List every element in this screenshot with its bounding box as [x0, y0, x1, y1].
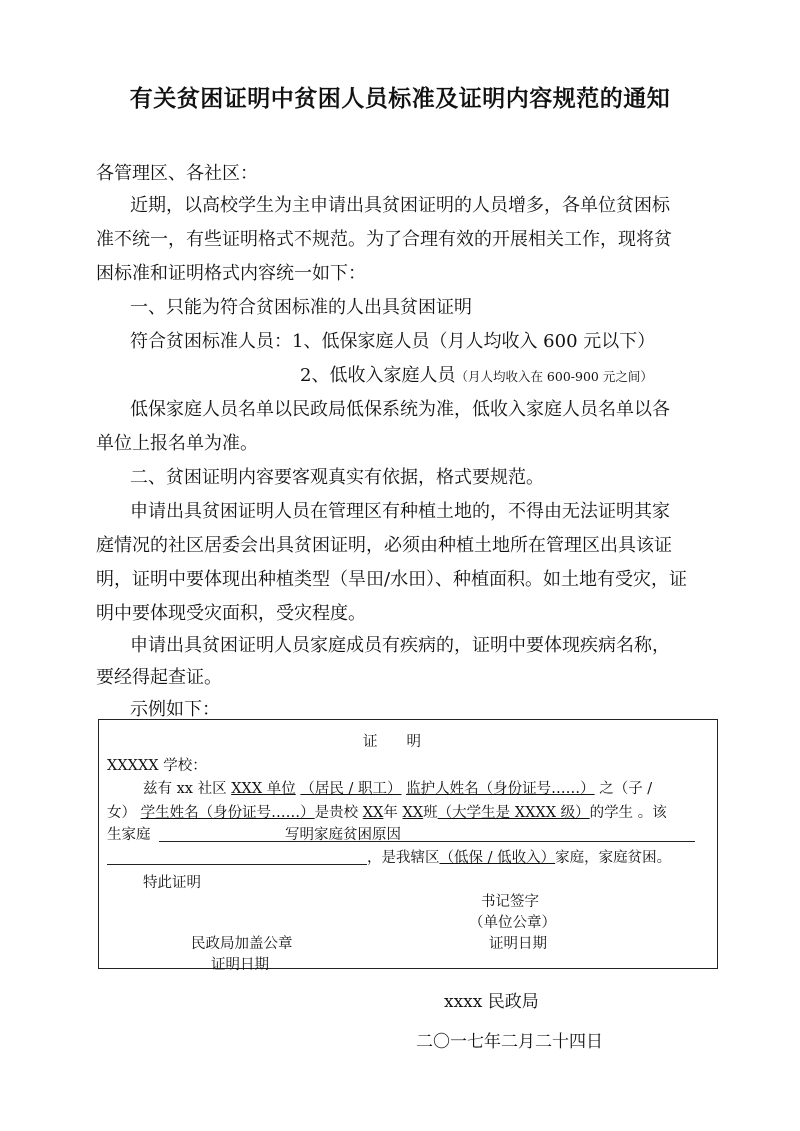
- certificate-unit-seal: （单位公章）: [469, 915, 556, 931]
- cert-l4-tail: 家庭，家庭贫困。: [555, 850, 672, 866]
- issuer: xxxx 民政局: [444, 992, 539, 1012]
- certificate-line-2: [107, 801, 667, 822]
- standard-item-2-main: 2、低收入家庭人员: [300, 365, 456, 386]
- section-two-heading: 二、贫困证明内容要客观真实有依据，格式要规范。: [130, 467, 544, 488]
- cert-l2-tail: 的学生 。该: [589, 805, 667, 821]
- cert-l1-type: （居民 / 职工）: [300, 781, 402, 797]
- cert-l2-year-unit: 年: [383, 805, 398, 821]
- cert-l1-relation: 之（子 /: [599, 781, 653, 797]
- para3-line1: 申请出具贫困证明人员在管理区有种植土地的，不得由无法证明其家: [130, 501, 670, 522]
- certificate-date-left: 证明日期: [211, 957, 269, 973]
- cert-l2-student: 学生姓名（身份证号……）: [140, 805, 315, 821]
- certificate-date-right: 证明日期: [489, 936, 547, 952]
- cert-l2-class: XX: [402, 805, 424, 821]
- certificate-line-3-reason: 写明家庭贫困原因: [285, 827, 401, 843]
- para3-line3: 明，证明中要体现出种植类型（旱田/水田）、种植面积。如土地有受灾，证: [96, 569, 688, 590]
- para2-line1: 低保家庭人员名单以民政局低保系统为准，低收入家庭人员名单以各: [130, 399, 670, 420]
- cert-l2-school: 是贵校: [314, 805, 359, 821]
- certificate-line-4-underline: [107, 864, 367, 865]
- standard-item-1: 1、低保家庭人员（月人均收入 600 元以下）: [292, 331, 656, 352]
- salutation: 各管理区、各社区：: [96, 163, 258, 184]
- cert-l1-community: 兹有 xx 社区: [143, 781, 227, 797]
- certificate-line-3-label: 生家庭: [107, 827, 151, 843]
- para1-line2: 准不统一，有些证明格式不规范。为了合理有效的开展相关工作，现将贫: [96, 229, 672, 250]
- para4-line2: 要经得起查证。: [96, 667, 222, 688]
- cert-l1-unit: XXX 单位: [231, 781, 296, 797]
- cert-l4-category: （低保 / 低收入）: [439, 850, 556, 866]
- para2-line2: 单位上报名单为准。: [96, 433, 258, 454]
- cert-l2-class-unit: 班: [423, 805, 438, 821]
- cert-l4-jurisdiction: ，是我辖区: [367, 850, 440, 866]
- certificate-heading: 证 明: [363, 734, 421, 750]
- certificate-line-1: [143, 777, 652, 798]
- para1-line1: 近期，以高校学生为主申请出具贫困证明的人员增多，各单位贫困标: [130, 195, 670, 216]
- certificate-line-3-underline: [159, 841, 695, 842]
- certificate-example-box: [98, 719, 718, 973]
- certificate-secretary-sign: 书记签字: [481, 894, 539, 910]
- cert-l2-year: XX: [362, 805, 384, 821]
- standard-item-2-note: （月人均收入在 600-900 元之间）: [455, 369, 653, 384]
- para3-line2: 庭情况的社区居委会出具贫困证明，必须由种植土地所在管理区出具该证: [96, 535, 672, 556]
- standard-item-2: [300, 360, 653, 393]
- section-one-heading: 一、只能为符合贫困标准的人出具贫困证明: [130, 297, 472, 318]
- standard-lead-text: 符合贫困标准人员：: [130, 331, 292, 352]
- issue-date: 二〇一七年二月二十四日: [416, 1032, 603, 1052]
- cert-l2-female: 女）: [107, 805, 136, 821]
- certificate-civil-seal: 民政局加盖公章: [191, 936, 293, 952]
- standard-lead: [130, 326, 655, 358]
- example-label: 示例如下：: [130, 699, 220, 720]
- para4-line1: 申请出具贫困证明人员家庭成员有疾病的，证明中要体现疾病名称，: [130, 635, 670, 656]
- cert-l1-guardian: 监护人姓名（身份证号……）: [406, 781, 595, 797]
- para1-line3: 困标准和证明格式内容统一如下：: [96, 263, 366, 284]
- page-title: 有关贫困证明中贫困人员标准及证明内容规范的通知: [129, 86, 671, 112]
- cert-l2-grade: （大学生是 XXXX 级）: [437, 805, 590, 821]
- certificate-special: 特此证明: [143, 875, 201, 891]
- certificate-addressee: XXXXX 学校：: [107, 758, 207, 774]
- certificate-line-4: [367, 846, 671, 867]
- para3-line4: 明中要体现受灾面积，受灾程度。: [96, 603, 366, 624]
